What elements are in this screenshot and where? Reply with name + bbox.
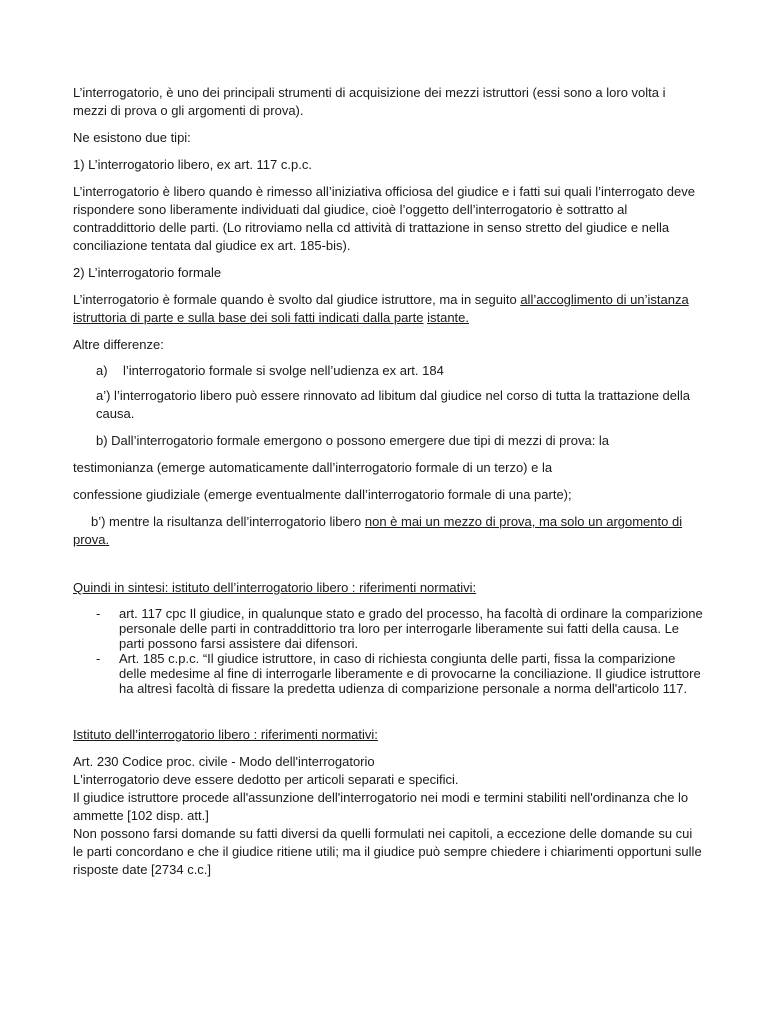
art230-line2: Il giudice istruttore procede all'assunzione dell'interrogatorio nei modi e termini stabiliti nell'ordinanza che lo ammette [102 disp. att.] xyxy=(73,790,689,823)
type2-underlined-end: istante. xyxy=(427,310,470,325)
art230-line1: L'interrogatorio deve essere dedotto per articoli separati e specifici. xyxy=(73,772,459,787)
type1-description: L’interrogatorio è libero quando è rimesso all’iniziativa officiosa del giudice e i fatti sui quali l’interrogato deve rispondere sono liberamente individuati dal giudice, cioè l’oggetto dell’interrogatorio è sottratto al contraddittorio delle parti. (Lo ritroviamo nella cd attività di trattazione in senso stretto del giudice e nella conciliazione tentata dal giudice ex art. 185-bis). xyxy=(73,184,695,253)
document-page xyxy=(73,84,703,879)
summary-heading: Quindi in sintesi: istituto dell’interrogatorio libero : riferimenti normativi: xyxy=(73,580,477,595)
difference-a-prime: a’) l’interrogatorio libero può essere rinnovato ad libitum dal giudice nel corso di tutta la trattazione della causa. xyxy=(96,388,691,421)
difference-a-text: l’interrogatorio formale si svolge nell’udienza ex art. 184 xyxy=(123,363,444,378)
type2-text: L’interrogatorio è formale quando è svolto dal giudice istruttore, ma in seguito xyxy=(73,292,521,307)
intro-paragraph: L’interrogatorio, è uno dei principali strumenti di acquisizione dei mezzi istruttori (essi sono a loro volta i mezzi di prova o gli argomenti di prova). xyxy=(73,85,666,118)
difference-a-marker: a) xyxy=(96,363,108,378)
list-item xyxy=(96,651,703,696)
institute-heading: Istituto dell’interrogatorio libero : riferimenti normativi: xyxy=(73,727,378,742)
list-item xyxy=(96,606,703,651)
normative-list xyxy=(73,606,703,696)
type1-heading: 1) L’interrogatorio libero, ex art. 117 c.p.c. xyxy=(73,157,312,172)
type2-description xyxy=(73,291,703,327)
list-dash: - xyxy=(96,606,101,621)
types-intro: Ne esistono due tipi: xyxy=(73,130,191,145)
difference-a xyxy=(96,363,703,378)
list-item-text: art. 117 cpc Il giudice, in qualunque stato e grado del processo, ha facoltà di ordinare la comparizione personale delle parti in contraddittorio tra loro per interrogarle liberamente sui fatti della causa. Le parti possono farsi assistere dai difensori. xyxy=(119,606,703,651)
list-dash: - xyxy=(96,651,101,666)
difference-b-testimony: testimonianza (emerge automaticamente dall’interrogatorio formale di un terzo) e la xyxy=(73,460,553,475)
difference-b-confession: confessione giudiziale (emerge eventualmente dall’interrogatorio formale di una parte); xyxy=(73,487,572,502)
art230-line3: Non possono farsi domande su fatti diversi da quelli formulati nei capitoli, a eccezione delle domande su cui le parti concordano e che il giudice ritiene utili; ma il giudice può sempre chiedere i chiarimenti opportuni sulle risposte date [2734 c.c.] xyxy=(73,826,702,877)
difference-b-prime xyxy=(73,513,703,549)
difference-b-prime-text: b’) mentre la risultanza dell’interrogatorio libero xyxy=(91,514,365,529)
type2-heading: 2) L’interrogatorio formale xyxy=(73,265,222,280)
art230-title: Art. 230 Codice proc. civile - Modo dell'interrogatorio xyxy=(73,754,375,769)
list-item-text: Art. 185 c.p.c. “Il giudice istruttore, in caso di richiesta congiunta delle parti, fissa la comparizione delle medesime al fine di interrogarle liberamente e di provocarne la conciliazione. Il giudice istruttore ha altresì facoltà di fissare la predetta udienza di comparizione personale a norma dell'articolo 117. xyxy=(119,651,701,696)
difference-b-prime-underlined: non è mai un mezzo di prova, ma solo un argomento di prova. xyxy=(73,514,683,547)
type2-underlined: all’accoglimento di un’istanza istruttoria di parte e sulla base dei soli fatti indicati dalla parte xyxy=(73,292,689,325)
difference-b: b) Dall’interrogatorio formale emergono o possono emergere due tipi di mezzi di prova: la xyxy=(96,433,610,448)
differences-heading: Altre differenze: xyxy=(73,337,164,352)
